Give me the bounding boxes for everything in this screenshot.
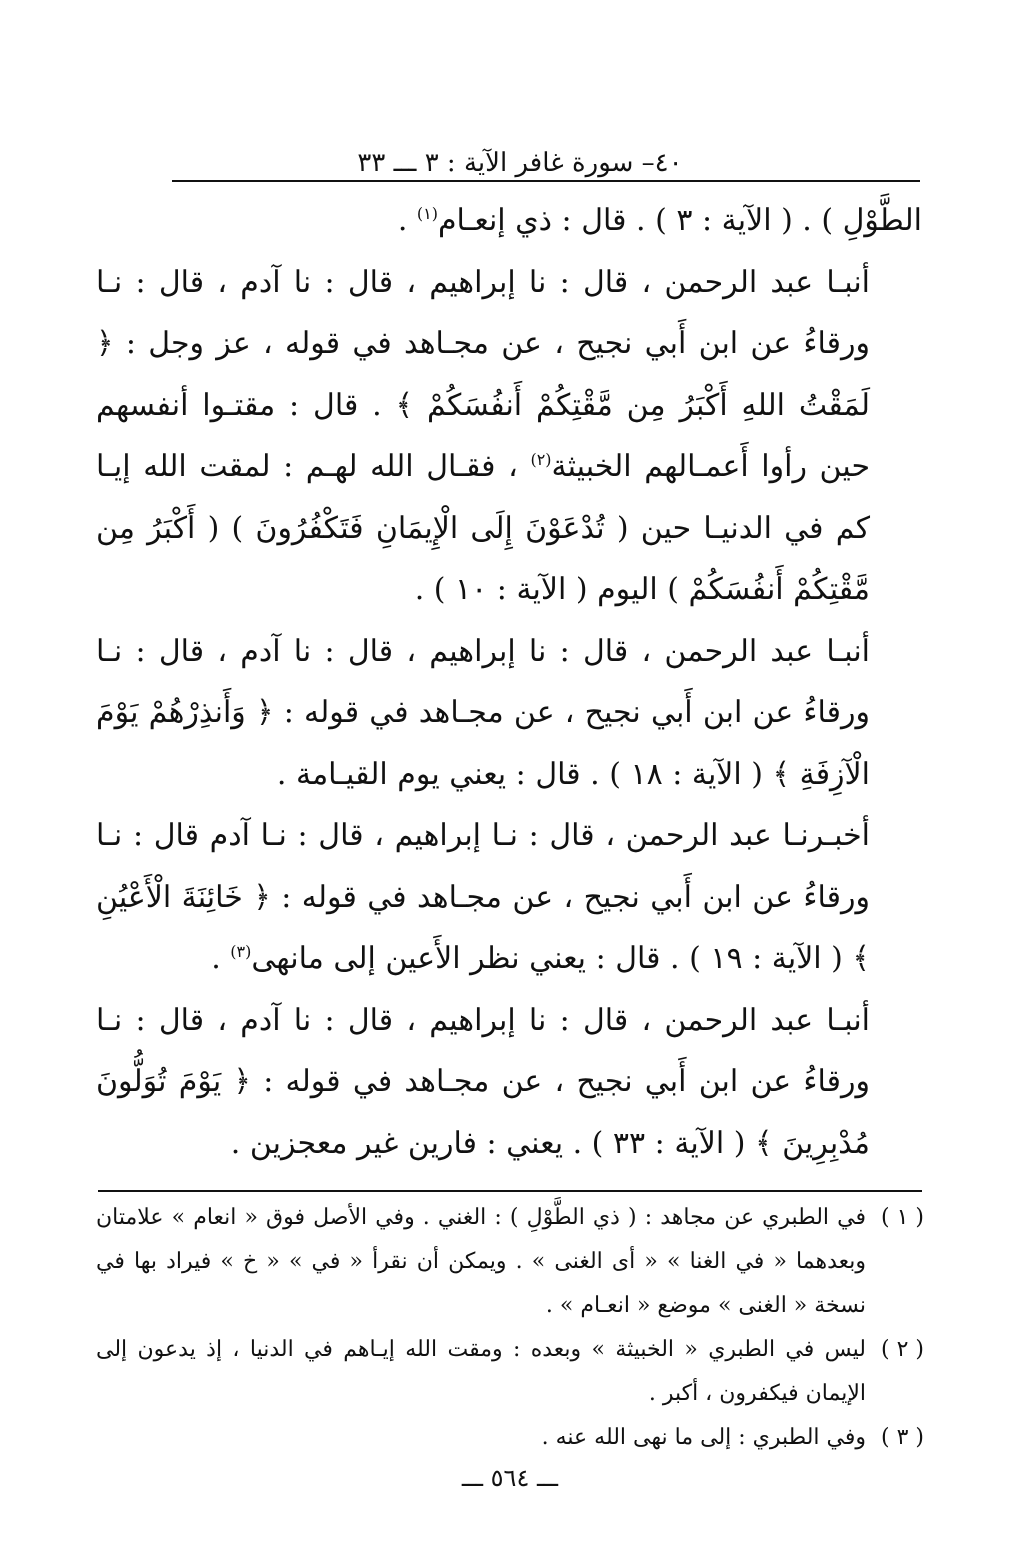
running-header: ٤٠– سورة غافر الآية : ٣ ـــ ٣٣ bbox=[357, 148, 683, 178]
footnote-ref-1: (١) bbox=[416, 204, 438, 223]
footnote-text: ليس في الطبري « الخبيثة » وبعده : ومقت الله إيـاهم في الدنيا ، إذ يدعون إلى الإيمان فيكفرون ، أكبر . bbox=[96, 1337, 866, 1406]
page-number: ـــ ٥٦٤ ـــ bbox=[461, 1464, 559, 1492]
header-rule bbox=[172, 180, 920, 182]
footnote-3 bbox=[96, 1416, 924, 1460]
footnote-rule bbox=[98, 1190, 922, 1192]
footnote-1 bbox=[96, 1196, 924, 1328]
paragraph-3-text: أخبـرنـا عبد الرحمن ، قال : نـا إبراهيم ، قال : نـا آدم قال : نـا ورقاءُ عن ابن أَبي نجيح ، عن مجـاهد في قوله : ﴿ خَائِنَةَ الْأَعْيُنِ ﴾ ( الآية : ١٩ ) . قال : يعني نظر الأَعين إلى مانهى bbox=[96, 818, 870, 976]
paragraph-4-text: أنبـا عبد الرحمن ، قال : نا إبراهيم ، قال : نا آدم ، قال : نـا ورقاءُ عن ابن أَبي نجيح ، عن مجـاهد في قوله : ﴿ يَوْمَ تُوَلُّونَ مُدْبِرِينَ ﴾ ( الآية : ٣٣ ) . يعني : فارين غير معجزين . bbox=[96, 1002, 870, 1161]
paragraph-2-text: أنبـا عبد الرحمن ، قال : نا إبراهيم ، قال : نا آدم ، قال : نـا ورقاءُ عن ابن أَبي نجيح ، عن مجـاهد في قوله : ﴿ وَأَنذِرْهُمْ يَوْمَ الْآزِفَةِ ﴾ ( الآية : ١٨ ) . قال : يعني يوم القيـامة . bbox=[96, 633, 870, 792]
footnotes bbox=[96, 1196, 924, 1460]
footnote-text: وفي الطبري : إلى ما نهى الله عنه . bbox=[541, 1425, 866, 1450]
paragraph-2 bbox=[96, 621, 922, 806]
intro-end: . bbox=[397, 203, 417, 238]
footnote-2 bbox=[96, 1328, 924, 1416]
paragraph-1-cont: ، فقـال الله لهـم : لمقت الله إيـا كم في الدنيـا حين ( تُدْعَوْنَ إِلَى الْإِيمَانِ فَتَكْفُرُونَ ) ( أَكْبَرُ مِن مَّقْتِكُمْ أَنفُسَكُمْ ) اليوم ( الآية : ١٠ ) . bbox=[96, 449, 870, 607]
paragraph-3 bbox=[96, 805, 922, 990]
paragraph-4 bbox=[96, 990, 922, 1175]
intro-text: الطَّوْلِ ) . ( الآية : ٣ ) . قال : ذي إنعـام bbox=[437, 203, 922, 238]
footnote-ref-2: (٢) bbox=[530, 450, 552, 469]
intro-line bbox=[96, 190, 922, 252]
footnote-number: ( ٢ ) bbox=[881, 1337, 924, 1362]
footnote-text: في الطبري عن مجاهد : ( ذي الطَّوْلِ ) : الغني . وفي الأصل فوق « انعام » علامتان وبعدهما « في الغنا » « أى الغنى » . ويمكن أن نقرأ « في » « خ » فيراد بها في نسخة « الغنى » موضع « انعـام » . bbox=[96, 1205, 866, 1318]
main-text bbox=[96, 190, 922, 1174]
footnote-number: ( ٣ ) bbox=[881, 1425, 924, 1450]
paragraph-3-cont: . bbox=[211, 941, 231, 976]
footnote-ref-3: (٣) bbox=[230, 942, 252, 961]
footnote-number: ( ١ ) bbox=[881, 1205, 924, 1230]
paragraph-1-text: أنبـا عبد الرحمن ، قال : نا إبراهيم ، قال : نا آدم ، قال : نـا ورقاءُ عن ابن أَبي نجيح ، عن مجـاهد في قوله ، عز وجل : ﴿ لَمَقْتُ اللهِ أَكْبَرُ مِن مَّقْتِكُمْ أَنفُسَكُمْ ﴾ . قال : مقتـوا أنفسهم حين رأوا أَعمـالهم الخبيثة bbox=[96, 264, 870, 484]
paragraph-1 bbox=[96, 252, 922, 621]
